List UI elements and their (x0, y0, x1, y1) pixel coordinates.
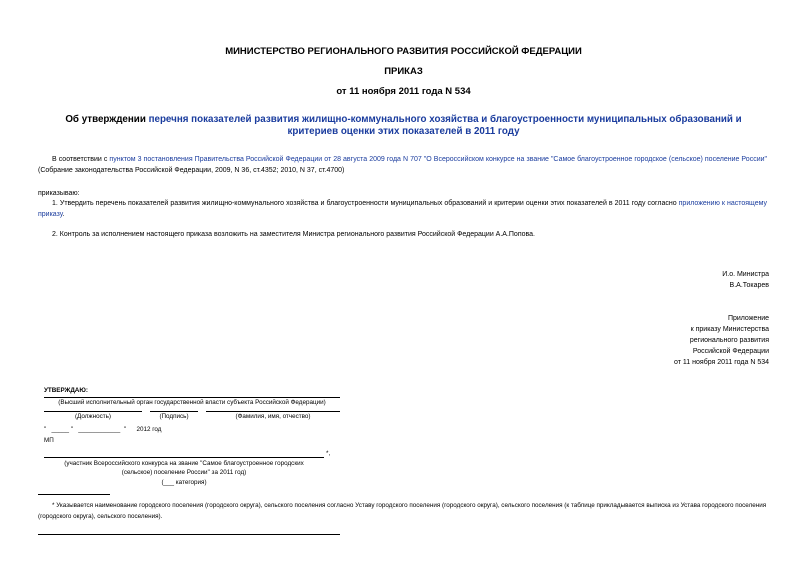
doc-date-number: от 11 ноября 2011 года N 534 (336, 86, 471, 97)
preamble (38, 154, 767, 176)
doc-type: ПРИКАЗ (384, 66, 423, 77)
bottom-rule (38, 534, 340, 535)
appendix-line-3: регионального развития (689, 337, 769, 344)
footnote-text-1: * Указывается наименование городского поселения (городского округа), сельского поселения согласно Уставу городского поселения (городского округа), сельского поселения (к таблице прикладывается выписка (52, 502, 671, 509)
title-link[interactable]: перечня показателей развития жилищно-коммунального хозяйства и благоустроенности муниципальных образований и критериев оценки этих показателей в 2011 году (148, 114, 742, 137)
appendix-line-5: от 11 ноября 2011 года N 534 (674, 359, 769, 366)
authority-label: (Высший исполнительный орган государственной власти субъекта Российской Федерации) (58, 399, 326, 406)
order-item-1 (38, 198, 767, 220)
footnote-text-2: из Устава городского поселения (городского округа), сельского поселения). (38, 502, 767, 520)
signature-label: (Подпись) (159, 413, 189, 420)
order-item-2: 2. Контроль за исполнением настоящего приказа возложить на заместителя Министра регионального развития Российской Федерации А.А.Попова. (52, 231, 535, 238)
appendix-line-2: к приказу Министерства (690, 326, 769, 333)
footnote-separator (38, 494, 110, 495)
preamble-prefix: В соответствии с (52, 156, 110, 163)
appendix-link[interactable]: приложению к настоящему приказу (38, 200, 767, 218)
document-title (44, 114, 763, 138)
footnote (38, 500, 767, 522)
approval-date: " _____ " ____________ " 2012 год (44, 426, 162, 433)
position-label: (Должность) (74, 413, 112, 420)
preamble-suffix: (Собрание законодательства Российской Федерации, 2009, N 36, ст.4352; 2010, N 37, ст.4700) (38, 167, 345, 174)
preamble-link[interactable]: пунктом 3 постановления Правительства Российской Федерации от 28 августа 2009 года N 707 "О Всероссийском конкурсе на звание "Самое благоустроенное городское (сельское) поселение России" (109, 156, 767, 163)
participant-line (44, 457, 324, 458)
footnote-ref: *, (326, 450, 331, 457)
ministry-heading: МИНИСТЕРСТВО РЕГИОНАЛЬНОГО РАЗВИТИЯ РОССИЙСКОЙ ФЕДЕРАЦИИ (225, 46, 582, 57)
fio-label: (Фамилия, имя, отчество) (235, 413, 311, 420)
stamp-mark: МП (44, 437, 54, 444)
item1-suffix: . (62, 211, 65, 218)
participant-line-2: (сельское) поселение России" за 2011 год) (121, 469, 247, 476)
approval-heading: УТВЕРЖДАЮ: (44, 387, 88, 394)
appendix-line-4: Российской Федерации (692, 348, 769, 355)
signer-position: И.о. Министра (722, 271, 769, 278)
order-word: приказываю: (38, 190, 80, 197)
title-prefix: Об утверждении (65, 114, 149, 125)
appendix-line-1: Приложение (727, 315, 769, 322)
category-label: (___ категория) (161, 479, 207, 486)
participant-line-1: (участник Всероссийского конкурса на звание "Самое благоустроенное городских (64, 460, 304, 467)
item1-prefix: 1. Утвердить перечень показателей развития жилищно-коммунального хозяйства и благоустроенности муниципальных образований и критерии оценки этих показателей в 2011 году согласно (52, 200, 679, 207)
signer-name: В.А.Токарев (729, 282, 769, 289)
